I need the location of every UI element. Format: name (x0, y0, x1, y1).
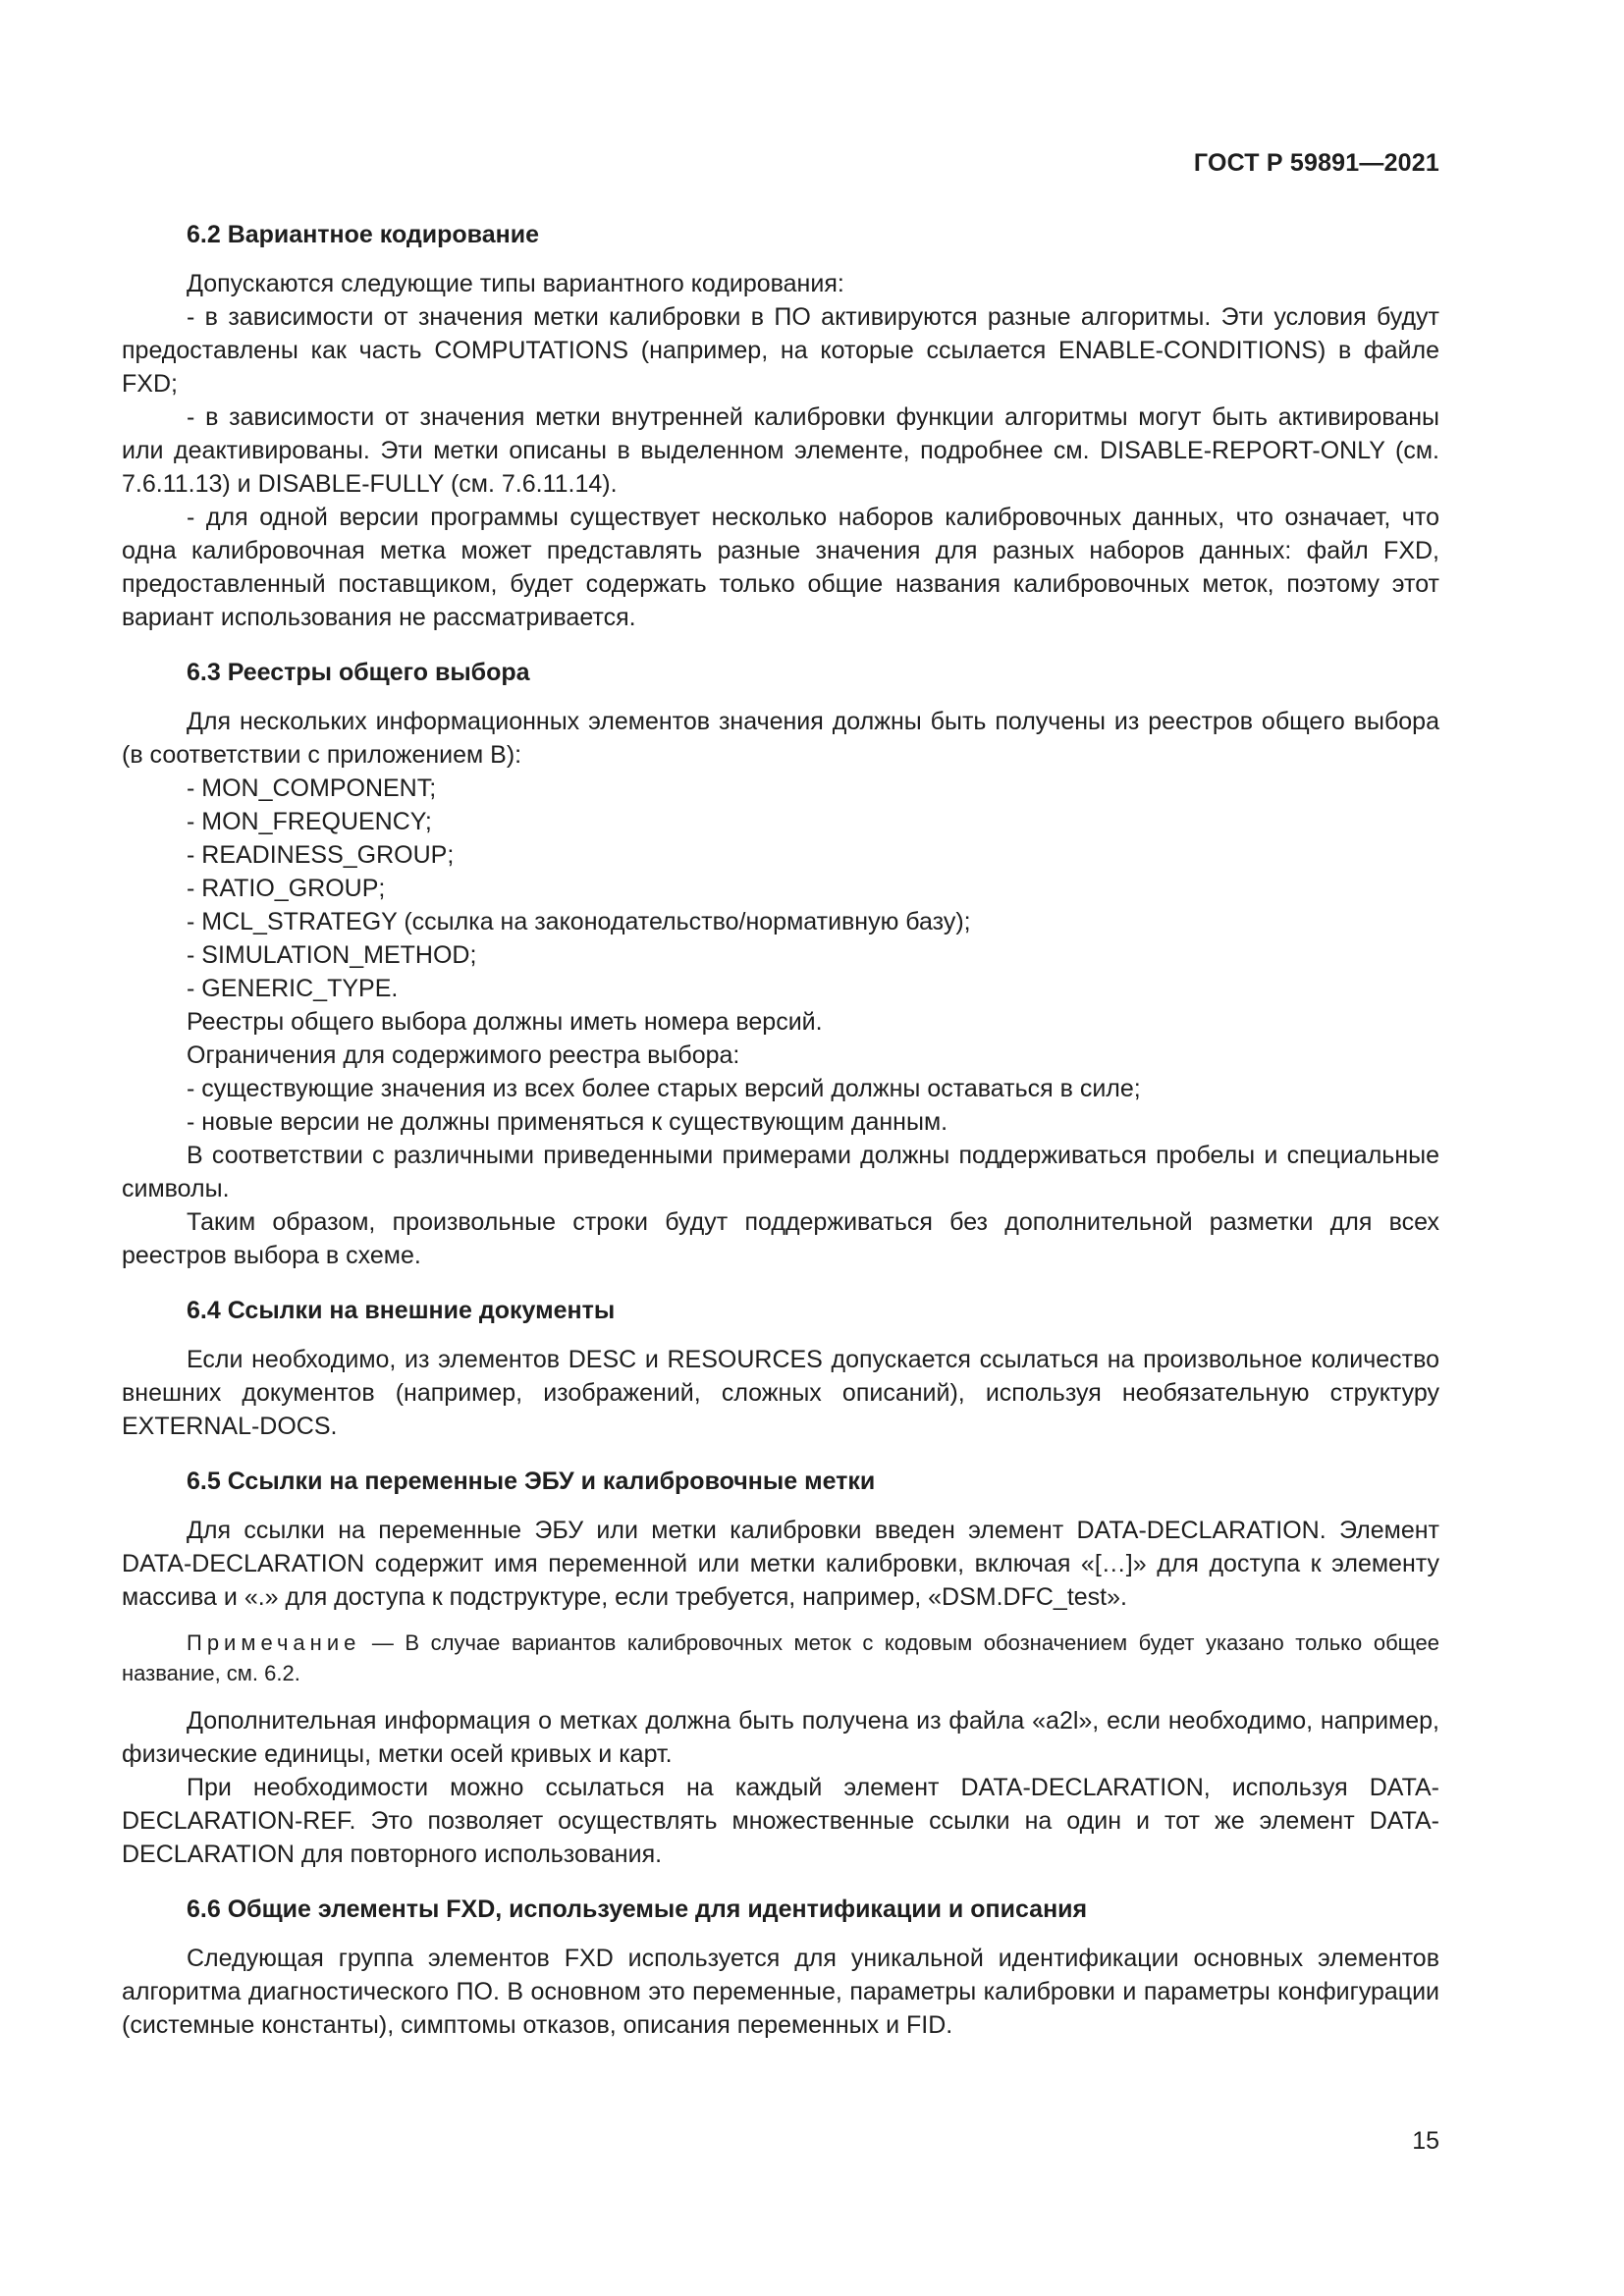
note-text: — В случае вариантов калибровочных меток с кодовым обозначением будет указано только общее название, см. 6.2. (122, 1630, 1439, 1685)
paragraph: Если необходимо, из элементов DESC и RESOURCES допускается ссылаться на произвольное количество внешних документов (например, изображений, сложных описаний), используя необязательную структуру EXTERNAL-DOCS. (122, 1346, 1439, 1440)
section-heading: 6.6 Общие элементы FXD, используемые для идентификации и описания (187, 1896, 1088, 1923)
list-item: - MCL_STRATEGY (ссылка на законодательство/нормативную базу); (187, 908, 971, 935)
section-6-3 (122, 656, 1439, 1272)
list-item: - READINESS_GROUP; (187, 841, 455, 869)
section-6-6 (122, 1893, 1439, 2042)
section-6-5 (122, 1465, 1439, 1871)
list-item: - новые версии не должны применяться к существующим данным. (187, 1108, 948, 1136)
paragraph: Ограничения для содержимого реестра выбора: (187, 1041, 740, 1069)
paragraph: Допускаются следующие типы вариантного кодирования: (187, 270, 844, 297)
section-heading: 6.5 Ссылки на переменные ЭБУ и калибровочные метки (187, 1468, 876, 1495)
section-6-4 (122, 1294, 1439, 1443)
note (122, 1628, 1439, 1688)
list-item: - MON_COMPONENT; (187, 774, 437, 802)
paragraph: Реестры общего выбора должны иметь номера версий. (187, 1008, 823, 1036)
note-label: Примечание (187, 1630, 361, 1655)
paragraph: Дополнительная информация о метках должна быть получена из файла «a2l», если необходимо, например, физические единицы, метки осей кривых и карт. (122, 1707, 1439, 1768)
page-content (122, 218, 1439, 2063)
paragraph: Следующая группа элементов FXD используется для уникальной идентификации основных элементов алгоритма диагностического ПО. В основном это переменные, параметры калибровки и параметры конфигурации (системные константы), симптомы отказов, описания переменных и FID. (122, 1945, 1439, 2039)
list-item: - GENERIC_TYPE. (187, 975, 399, 1002)
paragraph: Для ссылки на переменные ЭБУ или метки калибровки введен элемент DATA-DECLARATION. Элемент DATA-DECLARATION содержит имя переменной или метки калибровки, включая «[…]» для доступа к элементу массива и «.» для доступа к подструктуре, если требуется, например, «DSM.DFC_test». (122, 1517, 1439, 1611)
list-item: - в зависимости от значения метки калибровки в ПО активируются разные алгоритмы. Эти условия будут предоставлены как часть COMPUTATIONS (например, на которые ссылается ENABLE-CONDITIONS) в файле FXD; (122, 303, 1439, 398)
section-heading: 6.2 Вариантное кодирование (187, 221, 539, 248)
list-item: - в зависимости от значения метки внутренней калибровки функции алгоритмы могут быть активированы или деактивированы. Эти метки описаны в выделенном элементе, подробнее см. DISABLE-REPORT-ONLY (см. 7.6.11.13) и DISABLE-FULLY (см. 7.6.11.14). (122, 403, 1439, 498)
document-code: ГОСТ Р 59891—2021 (1193, 149, 1439, 177)
section-heading: 6.3 Реестры общего выбора (187, 659, 530, 686)
list-item: - MON_FREQUENCY; (187, 808, 432, 835)
section-heading: 6.4 Ссылки на внешние документы (187, 1297, 616, 1324)
list-item: - RATIO_GROUP; (187, 875, 386, 902)
paragraph: Таким образом, произвольные строки будут поддерживаться без дополнительной разметки для всех реестров выбора в схеме. (122, 1208, 1439, 1269)
section-6-2 (122, 218, 1439, 634)
list-item: - для одной версии программы существует несколько наборов калибровочных данных, что означает, что одна калибровочная метка может представлять разные значения для разных наборов данных: файл FXD, предоставленный поставщиком, будет содержать только общие названия калибровочных меток, поэтому этот вариант использования не рассматривается. (122, 504, 1439, 631)
list-item: - существующие значения из всех более старых версий должны оставаться в силе; (187, 1075, 1141, 1102)
list-item: - SIMULATION_METHOD; (187, 941, 477, 969)
paragraph: В соответствии с различными приведенными примерами должны поддерживаться пробелы и специальные символы. (122, 1142, 1439, 1202)
paragraph: При необходимости можно ссылаться на каждый элемент DATA-DECLARATION, используя DATA-DECLARATION-REF. Это позволяет осуществлять множественные ссылки на один и тот же элемент DATA-DECLARATION для повторного использования. (122, 1774, 1439, 1868)
paragraph: Для нескольких информационных элементов значения должны быть получены из реестров общего выбора (в соответствии с приложением В): (122, 708, 1439, 769)
page-number: 15 (1412, 2127, 1439, 2155)
